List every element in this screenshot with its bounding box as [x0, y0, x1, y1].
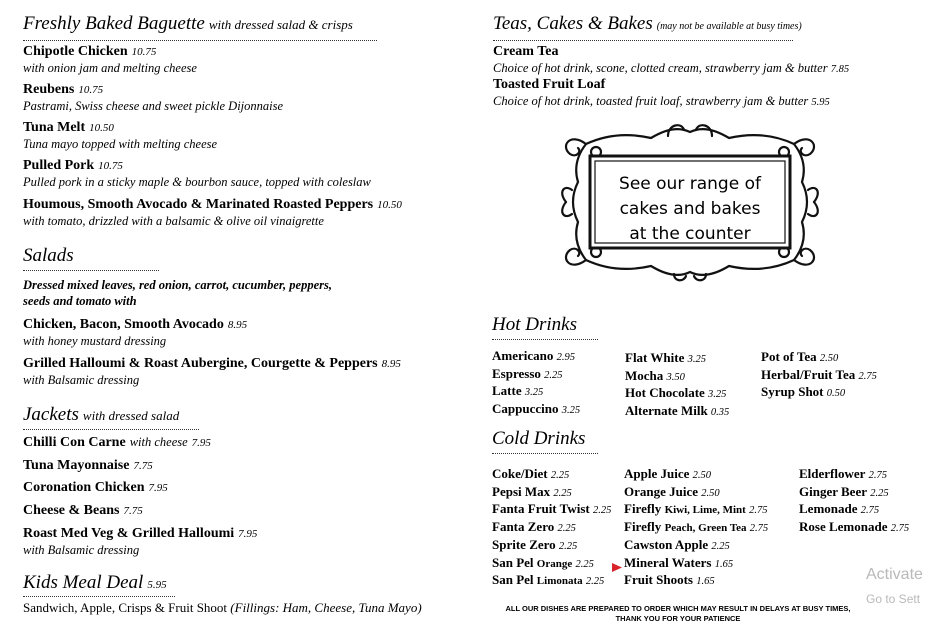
activate-watermark: Activate: [866, 566, 923, 583]
cold-drinks-title: Cold Drinks: [492, 428, 586, 449]
teas-title: Teas, Cakes & Bakes: [493, 13, 653, 34]
drink-item: Ginger Beer 2.25: [799, 483, 889, 499]
drink-item: Syrup Shot 0.50: [761, 384, 846, 400]
drink-item: Firefly Kiwi, Lime, Mint 2.75: [624, 501, 768, 517]
menu-item: Chipotle Chicken 10.75 with onion jam and melting cheese: [23, 44, 197, 75]
divider: [23, 270, 159, 271]
drink-item: Coke/Diet 2.25: [492, 466, 570, 481]
drink-item: San Pel Orange 2.25: [492, 554, 594, 570]
salads-heading: [23, 245, 74, 267]
kids-title: Kids Meal Deal: [23, 572, 144, 593]
baguette-heading: [23, 13, 353, 35]
teas-heading: [493, 13, 802, 35]
menu-item: Cream Tea Choice of hot drink, scone, clotted cream, strawberry jam & butter 7.85: [493, 44, 850, 75]
arrow-right-icon: [612, 563, 622, 572]
drink-item: Firefly Peach, Green Tea 2.75: [624, 519, 769, 535]
drink-item: Apple Juice 2.50: [624, 466, 711, 481]
drink-item: Espresso 2.25: [492, 365, 563, 381]
salads-intro: Dressed mixed leaves, red onion, carrot, cucumber, peppers, seeds and tomato with: [23, 278, 333, 308]
drink-item: Orange Juice 2.50: [624, 483, 720, 499]
drink-item: Fanta Fruit Twist 2.25: [492, 501, 612, 517]
drink-item: Pot of Tea 2.50: [761, 349, 839, 364]
frame-line-2: cakes and bakes: [619, 199, 761, 219]
frame-line-3: at the counter: [629, 224, 751, 244]
divider: [492, 339, 598, 340]
kids-desc: Sandwich, Apple, Crisps & Fruit Shoot (Fillings: Ham, Cheese, Tuna Mayo): [23, 600, 422, 615]
drink-item: Fruit Shoots 1.65: [624, 572, 715, 588]
menu-item: Tuna Melt 10.50 Tuna mayo topped with melting cheese: [23, 120, 218, 151]
drink-item: Mocha 3.50: [625, 367, 685, 383]
activate-watermark-sub: Go to Sett: [866, 592, 921, 606]
menu-item: Roast Med Veg & Grilled Halloumi 7.95 with Balsamic dressing: [23, 526, 258, 557]
drink-item: Pepsi Max 2.25: [492, 483, 572, 499]
drink-item: Cawston Apple 2.25: [624, 536, 730, 552]
drink-item: Elderflower 2.75: [799, 466, 888, 481]
menu-item: Houmous, Smooth Avocado & Marinated Roasted Peppers 10.50 with tomato, drizzled with a balsamic & olive oil vinaigrette: [23, 197, 402, 228]
drink-item: Cappuccino 3.25: [492, 401, 581, 417]
cold-drinks-col-2: [624, 466, 768, 590]
hot-drinks-col-3: [761, 349, 877, 402]
divider: [23, 40, 377, 41]
hot-drinks-title: Hot Drinks: [492, 314, 577, 335]
menu-item: Chilli Con Carne with cheese 7.95: [23, 435, 211, 450]
drink-item: Herbal/Fruit Tea 2.75: [761, 366, 877, 382]
menu-item: Tuna Mayonnaise 7.75: [23, 458, 153, 473]
menu-item: Toasted Fruit Loaf Choice of hot drink, toasted fruit loaf, strawberry jam & butter 5.95: [493, 77, 830, 108]
jackets-subtitle: with dressed salad: [82, 408, 180, 423]
cold-drinks-heading: [492, 428, 585, 450]
cold-drinks-col-1: [492, 466, 611, 590]
teas-note: (may not be available at busy times): [656, 21, 802, 32]
divider: [492, 453, 598, 454]
menu-item: Cheese & Beans 7.75: [23, 503, 143, 518]
drink-item: Fanta Zero 2.25: [492, 519, 576, 535]
kids-price: 5.95: [147, 579, 167, 591]
drink-item: Sprite Zero 2.25: [492, 536, 578, 552]
cold-drinks-col-3: [799, 466, 909, 537]
salads-title: Salads: [23, 245, 74, 266]
jackets-title: Jackets: [23, 404, 79, 425]
drink-item: San Pel Limonata 2.25: [492, 572, 605, 588]
frame-line-1: See our range of: [619, 174, 761, 194]
baguette-title: Freshly Baked Baguette: [23, 13, 205, 34]
kids-heading: [23, 572, 167, 594]
menu-item: Reubens 10.75 Pastrami, Swiss cheese and sweet pickle Dijonnaise: [23, 82, 284, 113]
drink-item: Lemonade 2.75: [799, 501, 880, 517]
drink-item: Latte 3.25: [492, 383, 544, 399]
menu-item: Pulled Pork 10.75 Pulled pork in a sticky maple & bourbon sauce, topped with coleslaw: [23, 158, 371, 189]
divider: [23, 596, 175, 597]
baguette-subtitle: with dressed salad & crisps: [208, 17, 353, 32]
drink-item: Alternate Milk 0.35: [625, 403, 730, 419]
menu-item: Chicken, Bacon, Smooth Avocado 8.95 with honey mustard dressing: [23, 317, 248, 348]
footer-note: ALL OUR DISHES ARE PREPARED TO ORDER WHICH MAY RESULT IN DELAYS AT BUSY TIMES, THANK YOU FOR YOUR PATIENCE: [505, 604, 851, 623]
hot-drinks-col-1: [492, 348, 580, 419]
menu-item: Coronation Chicken 7.95: [23, 480, 168, 495]
hot-drinks-heading: [492, 314, 577, 336]
menu-item: Grilled Halloumi & Roast Aubergine, Courgette & Peppers 8.95 with Balsamic dressing: [23, 356, 401, 387]
drink-item: Hot Chocolate 3.25: [625, 385, 727, 401]
drink-item: Americano 2.95: [492, 348, 575, 363]
drink-item: Mineral Waters 1.65: [624, 554, 734, 570]
divider: [23, 429, 199, 430]
cakes-frame: [556, 122, 824, 282]
jackets-heading: [23, 404, 179, 426]
hot-drinks-col-2: [625, 350, 729, 421]
drink-item: Rose Lemonade 2.75: [799, 519, 910, 535]
divider: [493, 40, 793, 41]
drink-item: Flat White 3.25: [625, 350, 706, 365]
